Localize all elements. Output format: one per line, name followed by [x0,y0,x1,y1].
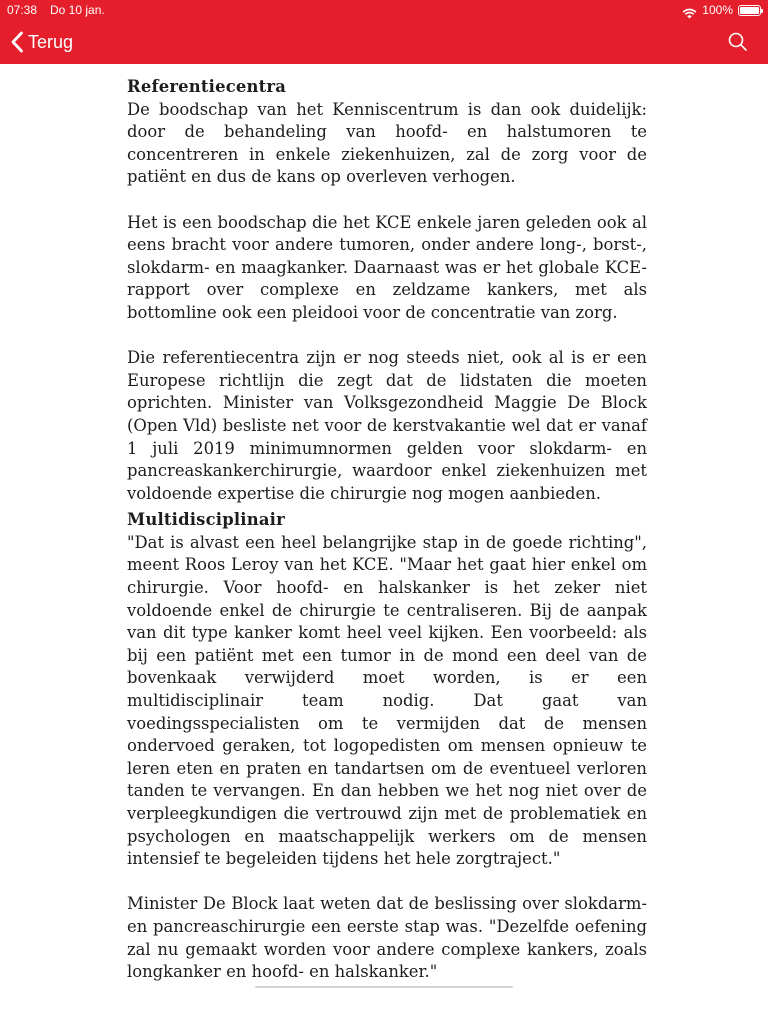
wifi-icon [682,5,697,16]
search-icon [726,41,750,58]
article-paragraph: Die referentiecentra zijn er nog steeds niet, ook al is er een Europese richtlijn die zegt dat de lidstaten die moeten oprichten. Minister van Volksgezondheid Maggie De Block (Open Vld) besliste net voor de kerstvakantie wel dat er vanaf 1 juli 2019 minimumnormen gelden voor slokdarm- en pancreaskankerchirurgie, waardoor enkel ziekenhuizen met voldoende expertise die chirurgie nog mogen aanbieden. [127,348,647,503]
top-bar [0,0,768,64]
status-time: 07:38 [7,3,38,17]
chevron-left-icon [10,31,24,53]
section-heading: Referentiecentra [127,77,287,96]
back-button[interactable] [10,27,73,57]
article-paragraph: De boodschap van het Kenniscentrum is dan ook duidelijk: door de behandeling van hoofd- en halstumoren te concentreren in enkele ziekenhuizen, zal de zorg voor de patiënt en dus de kans op overleven verhogen. [127,99,647,187]
article-paragraph: Minister De Block laat weten dat de beslissing over slokdarm- en pancreaschirurgie een eerste stap was. "Dezelfde oefening zal nu gemaakt worden voor andere complexe kankers, zoals longkanker en hoofd- en halskanker." [127,894,647,982]
battery-percent: 100% [702,3,733,17]
navigation-bar [0,20,768,64]
status-indicators [682,0,761,20]
battery-icon [738,5,761,16]
article-paragraph: "Dat is alvast een heel belangrijke stap in de goede richting", meent Roos Leroy van het KCE. "Maar het gaat hier enkel om chirurgie. Voor hoofd- en halskanker is het zeker niet voldoende enkel de chirurgie te centraliseren. Bij de aanpak van dit type kanker komt heel veel kijken. Een voorbeeld: als bij een patiënt met een tumor in de mond een deel van de bovenkaak verwijderd moet worden, is er een multidisciplinair team nodig. Dat gaat van voedingsspecialisten om te vermijden dat de mensen ondervoed geraken, tot logopedisten om mensen opnieuw te leren eten en praten en tandartsen om de eventueel verloren tanden te vervangen. En dan hebben we het nog niet over de verpleegkundigen die vertrouwd zijn met de problematiek en psychologen en maatschappelijk werkers om de mensen intensief te begeleiden tijdens het hele zorgtraject." [127,532,647,869]
status-bar [0,0,768,20]
article-paragraph: Het is een boodschap die het KCE enkele jaren geleden ook al eens bracht voor andere tumoren, onder andere long-, borst-, slokdarm- en maagkanker. Daarnaast was er het globale KCE-rapport over complexe en zeldzame kankers, met als bottomline ook een pleidooi voor de concentratie van zorg. [127,212,647,322]
status-date: Do 10 jan. [50,3,105,17]
search-button[interactable] [726,30,750,54]
scroll-indicator [255,986,513,988]
section-heading: Multidisciplinair [127,510,285,530]
back-button-label: Terug [28,31,74,52]
article-body [127,76,647,984]
